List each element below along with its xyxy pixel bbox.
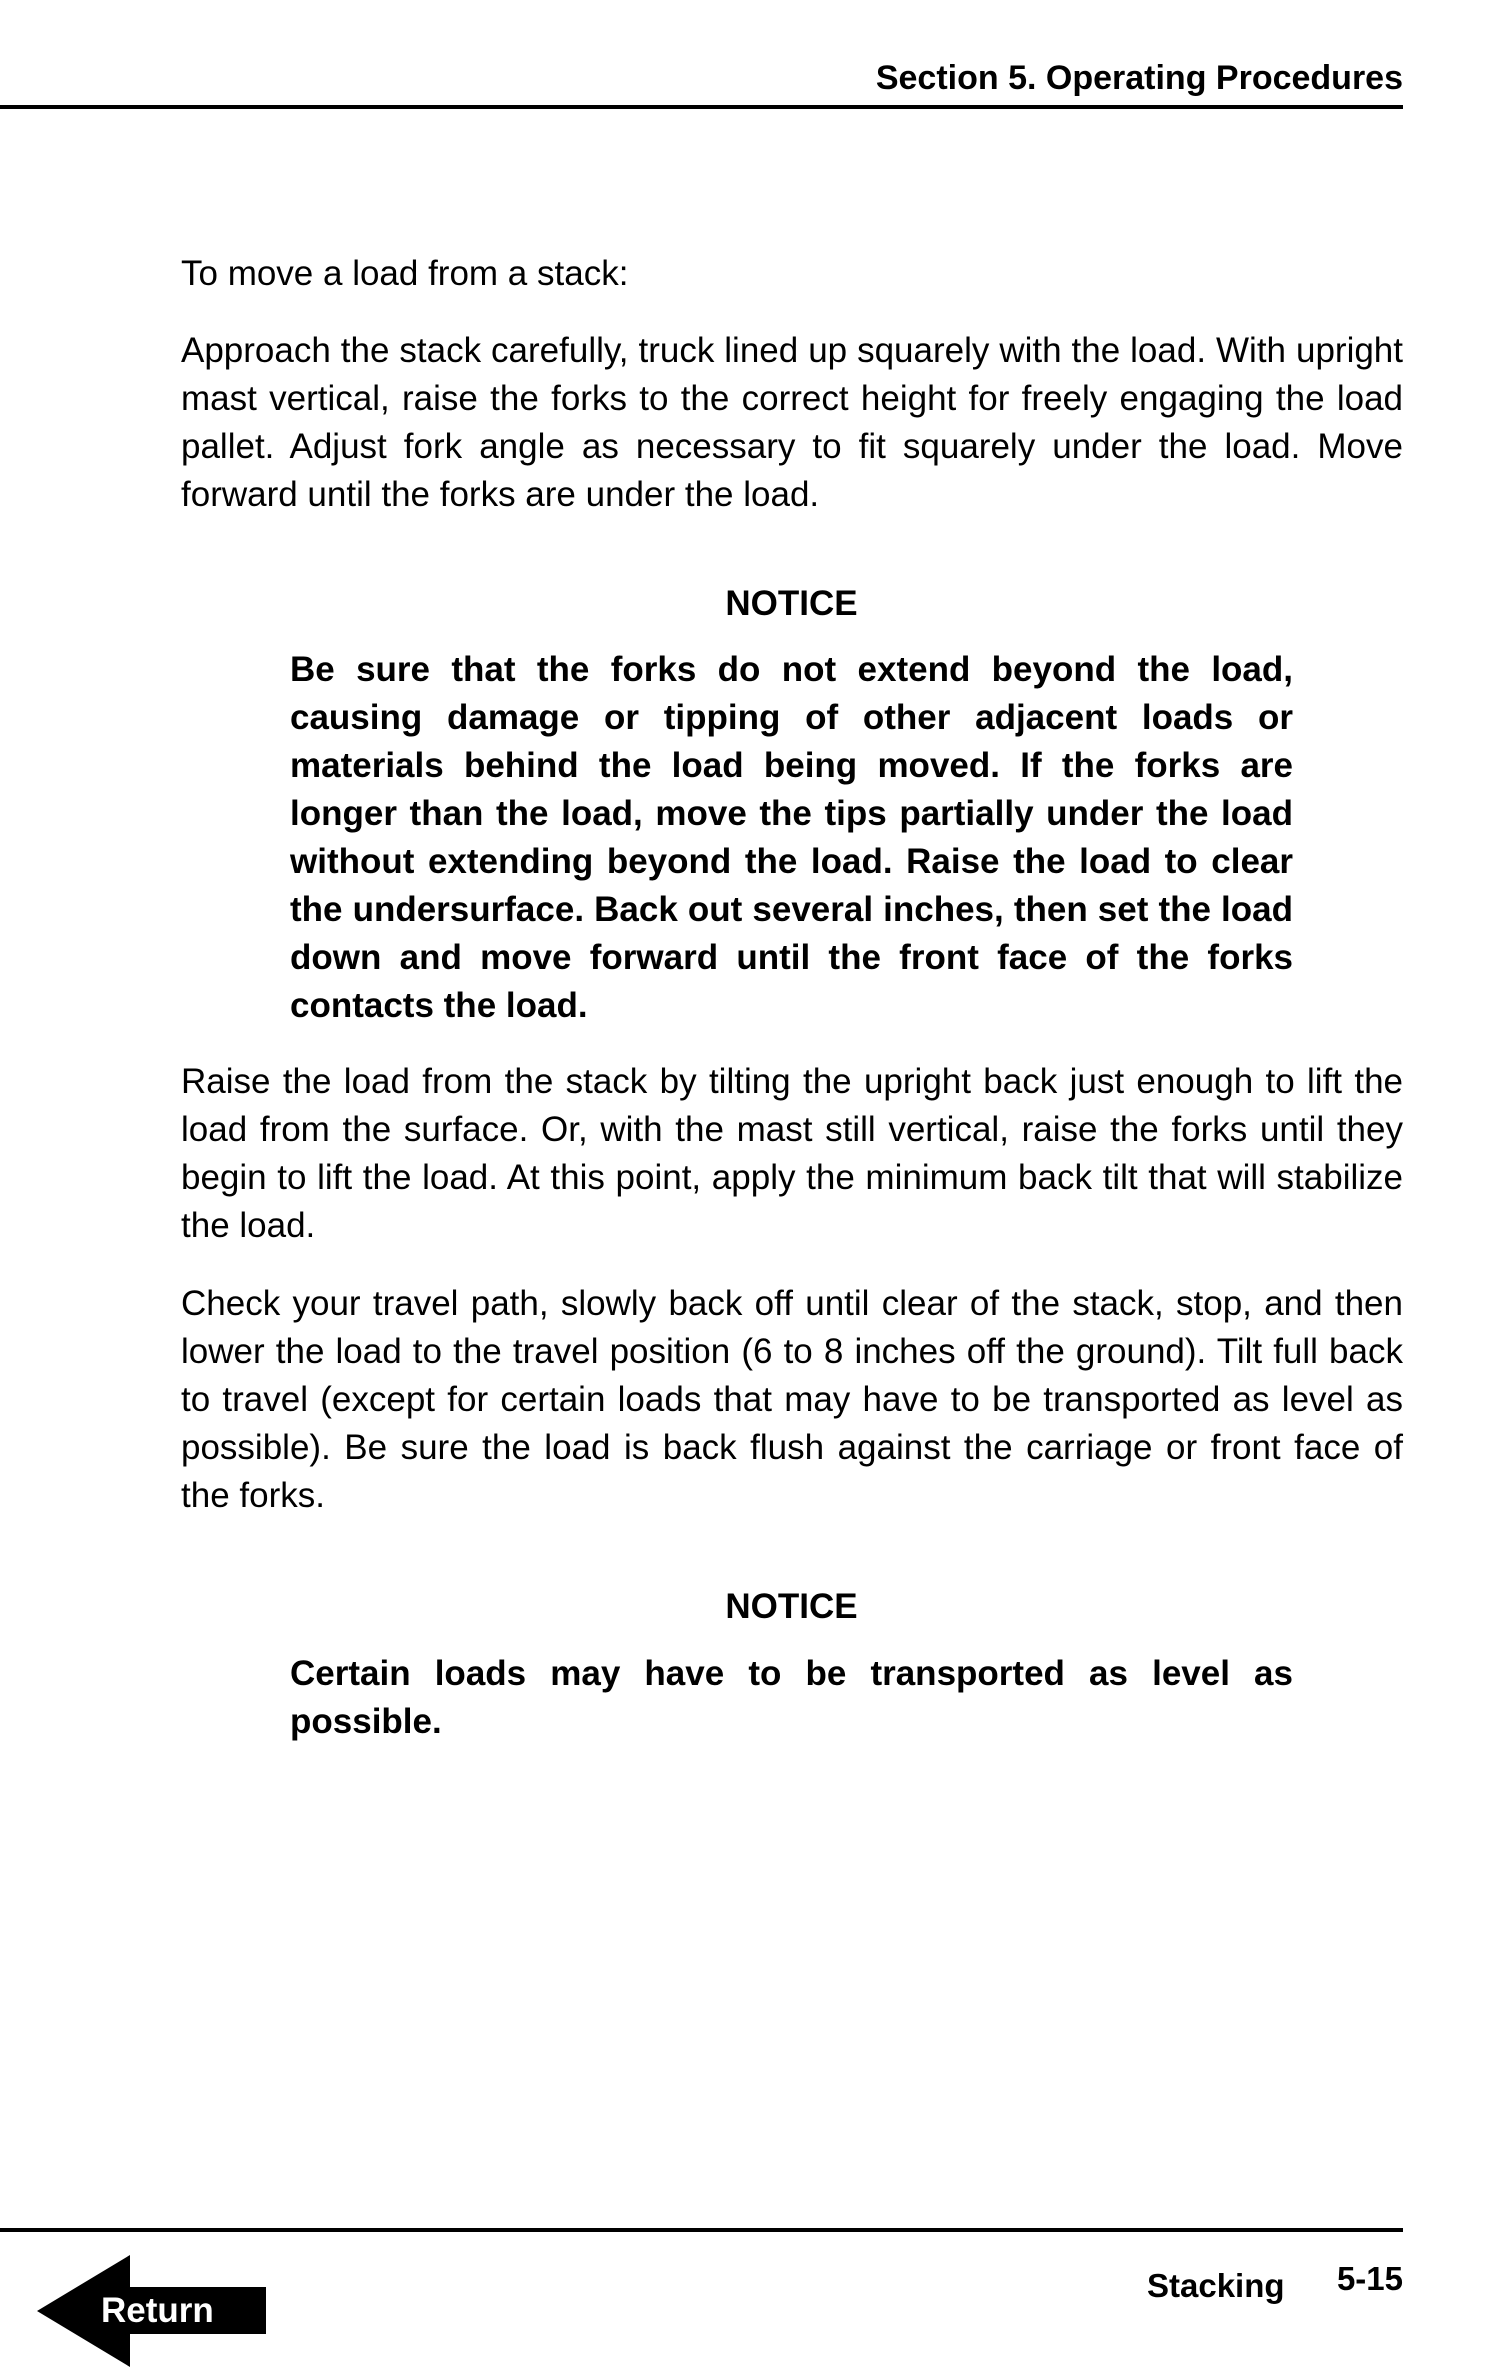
return-label: Return [101,2291,214,2330]
notice-heading: NOTICE [725,1587,858,1626]
paragraph-approach: Approach the stack carefully, truck lined up squarely with the load. With upright mast vertical, raise the forks to the correct height for freely engaging the load pallet. Adjust fork angle as necessary to fit squarely under the load. Move forward until the forks are under the load. [181,331,1403,514]
return-button[interactable] [37,2255,267,2367]
page-number: 5-15 [1336,2260,1403,2297]
section-title: Section 5. Operating Procedures [875,59,1403,97]
intro-text: To move a load from a stack: [181,254,629,293]
paragraph-raise: Raise the load from the stack by tilting the upright back just enough to lift the load from the surface. Or, with the mast still vertical, raise the forks until they begin to lift the load. At this point, apply the minimum back tilt that will stabilize the load. [181,1062,1403,1245]
paragraph-check-travel: Check your travel path, slowly back off until clear of the stack, stop, and then lower the load to the travel position (6 to 8 inches off the ground). Tilt full back to travel (except for certain loads that may have to be transported as level as possible). Be sure the load is back flush against the carriage or front face of the forks. [181,1284,1403,1515]
footer-section-name: Stacking [1147,2267,1285,2304]
notice-text: Be sure that the forks do not extend beyond the load, causing damage or tipping of other adjacent loads or materials behind the load being moved. If the forks are longer than the load, move the tips partially under the load without extending beyond the load. Raise the load to clear the undersurface. Back out several inches, then set the load down and move forward until the front face of the forks contacts the load. [290,650,1293,1025]
notice-heading: NOTICE [725,584,858,623]
header-divider [0,105,1403,109]
footer-divider [0,2228,1403,2232]
notice-text: Certain loads may have to be transported as level as possible. [290,1654,1293,1741]
